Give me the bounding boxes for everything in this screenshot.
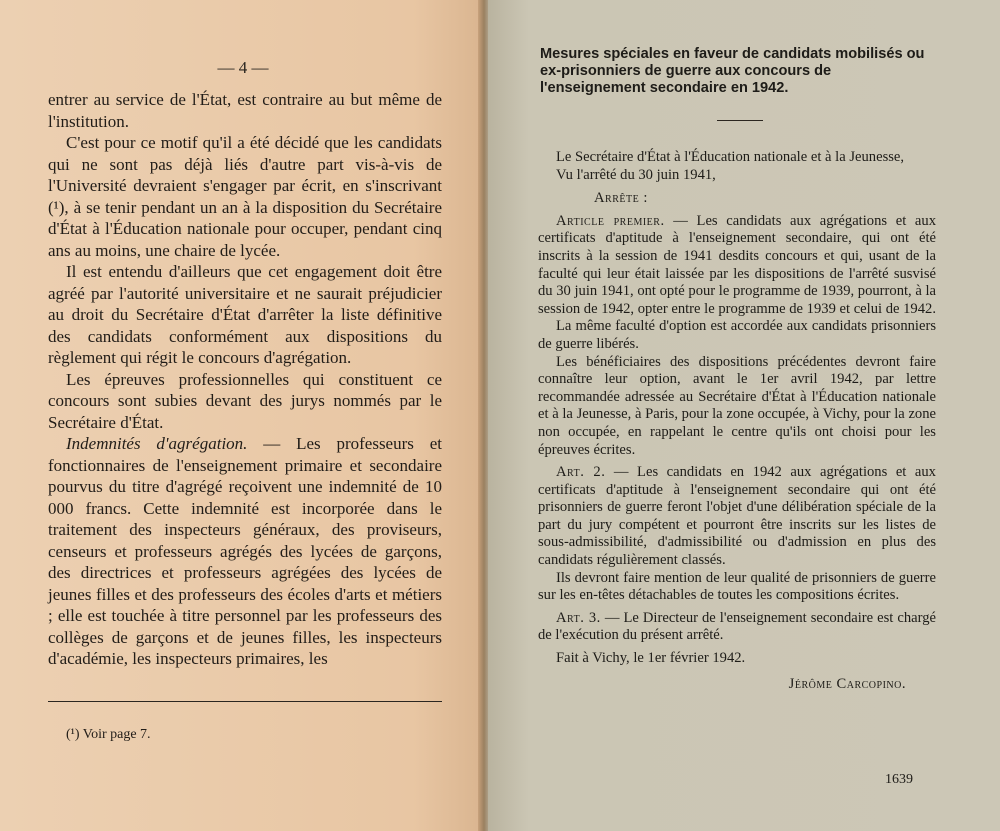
indemnites-paragraph: [48, 433, 442, 670]
intro-line: Le Secrétaire d'État à l'Éducation nationale et à la Jeunesse,: [556, 149, 905, 165]
indemnites-heading: Indemnités d'agrégation.: [66, 434, 248, 453]
paragraph: C'est pour ce motif qu'il a été décidé que les candidats qui ne sont pas déjà liés d'autre part vis-à-vis de l'Université devraient s'engager par écrit, en s'inscrivant (¹), à se tenir pendant un an à la disposition du Secrétaire d'État à l'Éducation nationale pour occuper, pendant cinq ans au moins, une chaire de lycée.: [48, 133, 442, 260]
article-3-label: Art. 3.: [556, 609, 601, 626]
page-number: — 4 —: [217, 58, 269, 77]
paragraph: Il est entendu d'ailleurs que cet engagement doit être agréé par l'autorité universitaire et ne saurait préjudicier au droit du Secrétaire d'État d'arrêter la liste définitive des candidats conformément aux dispositions du règlement qui régit le concours d'agrégation.: [48, 262, 442, 367]
paragraph: Les épreuves professionnelles qui constituent ce concours sont subies devant des jurys nommés par le Secrétaire d'État.: [48, 369, 442, 432]
article-2-label: Art. 2.: [556, 464, 606, 481]
article-3-text: — Le Directeur de l'enseignement secondaire est chargé de l'exécution du présent arrêté.: [538, 609, 936, 644]
article-1-paragraph-3: Les bénéficiaires des dispositions précédentes devront faire connaître leur option, avant le 1er avril 1942, par lettre recommandée adressée au Secrétaire d'État à l'Éducation nationale et à la Jeunesse, à Paris, pour la zone occupée, à Vichy, pour la zone non occupée, en rappelant le centre qu'ils ont choisi pour les épreuves écrites.: [538, 353, 936, 458]
article-1: [538, 213, 936, 319]
article-2: [538, 464, 936, 570]
signature: Jérôme Carcopino.: [788, 675, 906, 692]
paragraph: entrer au service de l'État, est contraire au but même de l'institution.: [48, 90, 442, 131]
article-2-text: — Les candidats en 1942 aux agrégations et aux certificats d'aptitude à l'enseignement secondaire qui ont été prisonniers de guerre feront l'objet d'une délibération spéciale de la part du jury compétent et pourront être inscrits sur les listes de sous-admissibilité, d'admissibilité ou d'admission en plus des candidats régulièrement classés.: [538, 464, 936, 569]
article-1-label: Article premier.: [556, 212, 665, 229]
article-3: [538, 610, 936, 645]
decree-title: Mesures spéciales en faveur de candidats mobilisés ou ex-prisonniers de guerre aux concours de l'enseignement secondaire en 1942.: [540, 46, 925, 96]
left-body: [48, 89, 442, 670]
right-body: [538, 149, 936, 693]
arrete-heading: Arrête :: [594, 190, 648, 207]
article-2-paragraph-2: Ils devront faire mention de leur qualité de prisonniers de guerre sur les en-têtes détachables de toutes les compositions écrites.: [538, 569, 936, 604]
footnote-rule: [48, 701, 442, 702]
footnote: (¹) Voir page 7.: [66, 727, 151, 742]
article-1-text: — Les candidats aux agrégations et aux certificats d'aptitude à l'enseignement secondaire, qui ont été inscrits à la session de 1941 desdits concours et qui, usant de la faculté qui leur était laissée par les dispositions de l'arrêté susvisé du 30 juin 1941, ont opté pour le programme de 1939, pourront, à la session de 1942, opter entre le programme de 1939 et celui de 1942.: [538, 212, 937, 317]
page-code: 1639: [885, 772, 913, 787]
left-page: [0, 0, 486, 831]
title-rule: [717, 120, 763, 121]
fait-line: Fait à Vichy, le 1er février 1942.: [556, 650, 746, 667]
vu-line: Vu l'arrêté du 30 juin 1941,: [556, 166, 716, 183]
article-1-paragraph-2: La même faculté d'option est accordée aux candidats prisonniers de guerre libérés.: [538, 318, 936, 352]
indemnites-text: — Les professeurs et fonctionnaires de l'enseignement primaire et secondaire pourvus du titre d'agrégé reçoivent une indemnité de 10 000 francs. Cette indemnité est incorporée dans le traitement des inspecteurs généraux, des proviseurs, censeurs et professeurs agrégés des lycées de garçons, des directrices et professeurs agrégées des lycées de jeunes filles et des professeurs des écoles d'arts et métiers ; elle est touchée à titre personnel par les professeurs des collèges de garçons et de jeunes filles, les inspecteurs d'académie, les inspecteurs primaires, les: [48, 434, 442, 668]
